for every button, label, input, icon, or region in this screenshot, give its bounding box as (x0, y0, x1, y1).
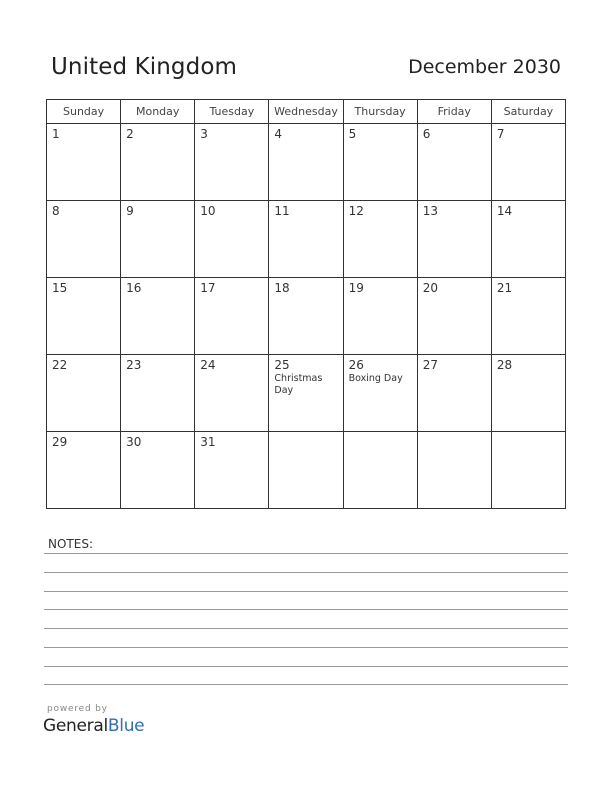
day-number: 3 (200, 127, 208, 141)
notes-line (44, 609, 568, 610)
day-number: 28 (496, 358, 513, 372)
powered-by-text: powered by (47, 704, 108, 714)
day-number: 8 (52, 204, 60, 218)
calendar-day-cell (417, 201, 491, 278)
day-number: 21 (496, 281, 513, 295)
day-number: 12 (348, 204, 364, 218)
holiday-label: Boxing Day (348, 373, 403, 384)
calendar-day-cell (417, 124, 491, 201)
calendar-day-cell (121, 124, 195, 201)
calendar-day-cell (121, 432, 195, 509)
calendar-day-cell (491, 201, 565, 278)
weekday-tuesday: Tuesday (195, 100, 269, 124)
day-number: 6 (422, 127, 431, 141)
calendar-day-cell (417, 278, 491, 355)
calendar-day-cell (121, 355, 195, 432)
day-number: 23 (126, 358, 142, 372)
calendar-day-cell (47, 432, 121, 509)
calendar-day-cell (417, 432, 491, 509)
calendar-day-cell (491, 124, 565, 201)
weekday-thursday: Thursday (343, 100, 417, 124)
day-number: 27 (422, 358, 438, 372)
weekday-wednesday: Wednesday (269, 100, 343, 124)
day-number: 15 (52, 281, 68, 295)
weekday-friday: Friday (417, 100, 491, 124)
calendar-day-cell (47, 201, 121, 278)
holiday-label: Christmas Day (274, 373, 323, 396)
notes-line (44, 553, 568, 554)
calendar-day-cell (491, 278, 565, 355)
day-number: 4 (274, 127, 283, 141)
day-number: 19 (348, 281, 364, 295)
calendar-day-cell (195, 355, 269, 432)
day-number: 22 (52, 358, 68, 372)
calendar-week-row (47, 278, 566, 355)
day-number: 18 (274, 281, 290, 295)
calendar-day-cell (121, 278, 195, 355)
notes-line (44, 647, 568, 648)
weekday-sunday: Sunday (47, 100, 121, 124)
day-number: 2 (126, 127, 134, 141)
calendar-day-cell (491, 355, 565, 432)
calendar-day-cell (417, 355, 491, 432)
calendar-week-row (47, 201, 566, 278)
day-number: 30 (126, 435, 142, 449)
day-number: 7 (496, 127, 505, 141)
day-number: 1 (52, 127, 60, 141)
day-number: 20 (422, 281, 438, 295)
day-number: 17 (200, 281, 216, 295)
calendar-day-cell (195, 278, 269, 355)
day-number: 14 (496, 204, 513, 218)
day-number: 10 (200, 204, 216, 218)
notes-line (44, 666, 568, 667)
day-number: 16 (126, 281, 142, 295)
calendar-week-row (47, 355, 566, 432)
calendar-day-cell (491, 432, 565, 509)
calendar-day-cell (195, 432, 269, 509)
day-number: 11 (274, 204, 290, 218)
day-number: 24 (200, 358, 216, 372)
calendar-day-cell (343, 278, 417, 355)
day-number: 29 (52, 435, 68, 449)
calendar-week-row (47, 432, 566, 509)
day-number: 13 (422, 204, 438, 218)
calendar-day-cell (195, 201, 269, 278)
weekday-monday: Monday (121, 100, 195, 124)
calendar-day-cell (269, 201, 343, 278)
calendar-day-cell (269, 432, 343, 509)
brand-name-blue: Blue (107, 716, 145, 736)
notes-line (44, 591, 568, 592)
calendar-day-cell (343, 124, 417, 201)
page-title: United Kingdom (51, 54, 238, 80)
calendar-day-cell (269, 278, 343, 355)
notes-line (44, 684, 568, 685)
calendar-day-cell (47, 355, 121, 432)
notes-line (44, 628, 568, 629)
month-title: December 2030 (408, 56, 561, 78)
calendar-day-cell (195, 124, 269, 201)
notes-line (44, 572, 568, 573)
calendar-day-cell (343, 432, 417, 509)
calendar-week-row (47, 124, 566, 201)
calendar-day-cell (269, 124, 343, 201)
calendar-grid (46, 99, 566, 509)
calendar-day-cell (343, 355, 417, 432)
day-number: 5 (348, 127, 357, 141)
calendar-day-cell (269, 355, 343, 432)
calendar-day-cell (47, 278, 121, 355)
day-number: 26 (348, 358, 364, 372)
calendar-day-cell (121, 201, 195, 278)
day-number: 9 (126, 204, 134, 218)
day-number: 31 (200, 435, 216, 449)
calendar-day-cell (343, 201, 417, 278)
brand-name-general: General (43, 716, 108, 736)
calendar-day-cell (47, 124, 121, 201)
day-number: 25 (274, 358, 290, 372)
notes-label: NOTES: (48, 537, 93, 551)
brand-logo[interactable] (43, 716, 144, 736)
weekday-saturday: Saturday (491, 100, 565, 124)
weekday-header-row (47, 100, 566, 124)
